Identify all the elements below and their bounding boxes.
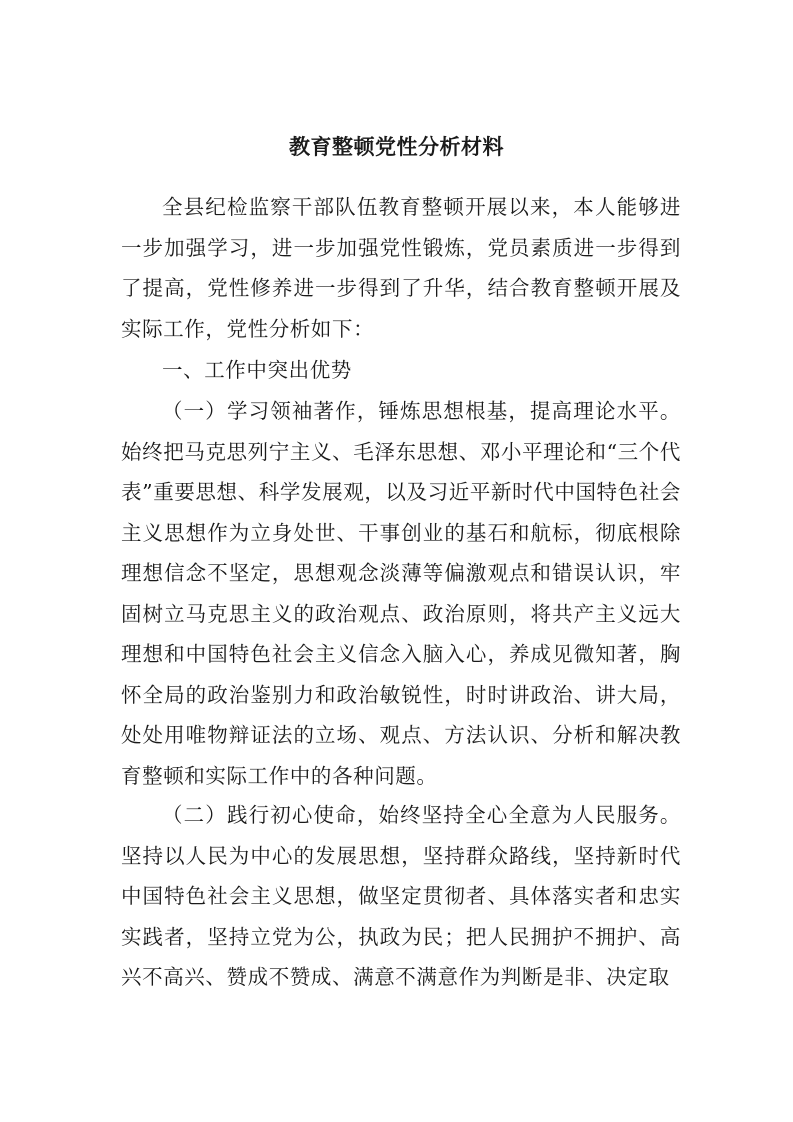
intro-paragraph: 全县纪检监察干部队伍教育整顿开展以来，本人能够进一步加强学习，进一步加强党性锻炼，党员素质进一步得到了提高，党性修养进一步得到了升华，结合教育整顿开展及实际工作，党性分析如下：: [121, 195, 681, 341]
section-heading: 一、工作中突出优势: [162, 358, 352, 382]
item-paragraph-1: （一）学习领袖著作，锤炼思想根基，提高理论水平。始终把马克思列宁主义、毛泽东思想、邓小平理论和“三个代表”重要思想、科学发展观，以及习近平新时代中国特色社会主义思想作为立身处世、干事创业的基石和航标，彻底根除理想信念不坚定，思想观念淡薄等偏激观点和错误认识，牢固树立马克思主义的政治观点、政治原则，将共产主义远大理想和中国特色社会主义信念入脑入心，养成见微知著，胸怀全局的政治鉴别力和政治敏锐性，时时讲政治、讲大局，处处用唯物辩证法的立场、观点、方法认识、分析和解决教育整顿和实际工作中的各种问题。: [121, 399, 681, 788]
document-title: 教育整顿党性分析材料: [289, 135, 504, 159]
item-paragraph-2: （二）践行初心使命，始终坚持全心全意为人民服务。坚持以人民为中心的发展思想，坚持群众路线，坚持新时代中国特色社会主义思想，做坚定贯彻者、具体落实者和忠实实践者，坚持立党为公，执政为民；把人民拥护不拥护、高兴不高兴、赞成不赞成、满意不满意作为判断是非、决定取: [121, 803, 681, 989]
